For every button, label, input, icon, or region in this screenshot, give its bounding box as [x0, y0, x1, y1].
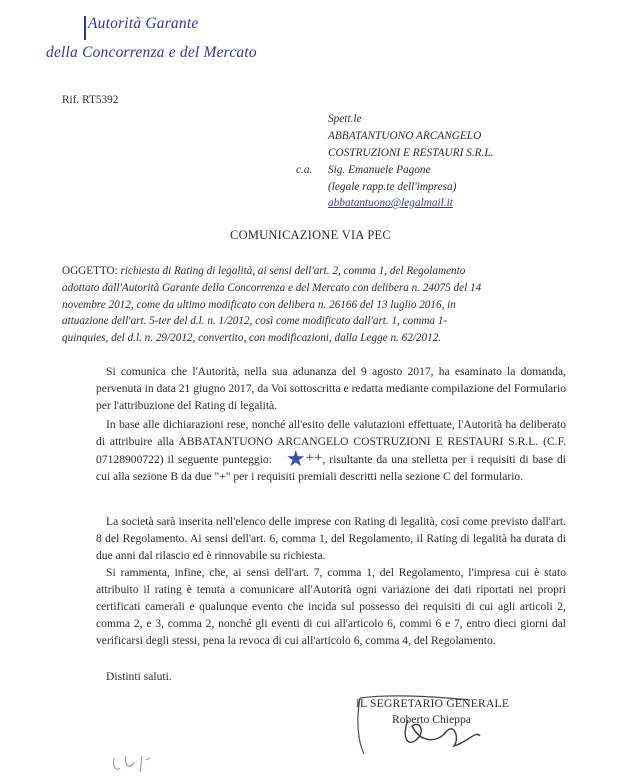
- letterhead-rule: [84, 16, 86, 40]
- subject-line-5: quinquies, del d.l. n. 29/2012, convertito, con modificazioni, dalla Legge n. 62/2012.: [62, 332, 442, 345]
- paragraph-3: La società sarà inserita nell'elenco delle imprese con Rating di legalità, così come previsto dall'art. 8 del Regolamento. Ai sensi dell'art. 6, comma 1, del Regolamento, il Rating di legalità ha durata di due anni dal rilascio ed è rinnovabile su richiesta.: [96, 515, 566, 562]
- subject-line-2: adottato dall'Autorità Garante della Concorrenza e del Mercato con delibera n. 24075 del 14: [62, 281, 482, 294]
- subject-label: OGGETTO:: [62, 265, 118, 277]
- paragraph-2: [96, 416, 566, 485]
- paragraph-1: Si comunica che l'Autorità, nella sua adunanza del 9 agosto 2017, ha esaminato la domanda, pervenuta in data 21 giugno 2017, da Voi sottoscritta e redatta mediante compilazione del Formulario per l'attribuzione del Rating di legalità.: [96, 365, 566, 412]
- signature-name: Roberto Chieppa: [392, 713, 471, 726]
- rating-star-icon: ★: [285, 446, 306, 471]
- letterhead-line-1: Autorità Garante: [88, 15, 199, 32]
- closing-salutation: Distinti saluti.: [106, 670, 172, 683]
- recipient-contact-name: Sig. Emanuele Pagone: [328, 164, 431, 176]
- subject-block: [62, 263, 568, 347]
- recipient-company-1: ABBATANTUONO ARCANGELO: [328, 130, 482, 142]
- paragraph-2-part-1: In base alle dichiarazioni rese, nonché all'esito delle valutazioni effettuate, l'Autorità ha deliberato di attribuire alla ABBATANTUONO ARCANGELO COSTRUZIONI E RESTAURI S.R.L. (C.F. 07128900722) il seguente punteggio:: [96, 418, 566, 466]
- rating-plus-signs: ++: [305, 450, 323, 466]
- document-heading: COMUNICAZIONE VIA PEC: [230, 228, 391, 242]
- ca-label: c.a.: [296, 164, 313, 176]
- subject-line-1: richiesta di Rating di legalità, ai sensi dell'art. 2, comma 1, del Regolamento: [120, 265, 466, 277]
- recipient-contact-role: (legale rapp.te dell'impresa): [328, 181, 457, 193]
- signature-title: IL SEGRETARIO GENERALE: [356, 697, 510, 710]
- recipient-email-link[interactable]: abbatantuono@legalmail.it: [328, 197, 453, 209]
- subject-line-3: novembre 2012, come da ultimo modificato con delibera n. 26166 del 13 luglio 2016, in: [62, 298, 456, 311]
- recipient-company-2: COSTRUZIONI E RESTAURI S.R.L.: [328, 147, 494, 159]
- subject-line-4: attuazione dell'art. 5-ter del d.l. n. 1/2012, così come modificato dall'art. 1, comma 1-: [62, 315, 448, 328]
- paragraph-4: Si rammenta, infine, che, ai sensi dell'art. 7, comma 1, del Regolamento, l'impresa cui è stato attribuito il rating è tenuta a comunicare all'Autorità ogni variazione dei dati riportati nei propri certificati camerali e qualunque evento che incida sul possesso dei requisiti di cui agli articoli 2, comma 2, e 3, comma 2, nonché gli eventi di cui all'articolo 6, commi 6 e 7, entro dieci giorni dal verificarsi degli stessi, pena la revoca di cui all'articolo 6, comma 4, del Regolamento.: [96, 566, 566, 647]
- recipient-salutation: Spett.le: [328, 113, 362, 125]
- letterhead-line-2: della Concorrenza e del Mercato: [46, 44, 257, 61]
- reference-number: Rif. RT5392: [62, 94, 119, 106]
- handwritten-signature: [350, 690, 510, 762]
- paragraph-2-part-2: , risultante da una stelletta per i requisiti di base di cui alla sezione B da due "+" per i requisiti premiali descritti nella sezione C del formulario.: [96, 453, 566, 483]
- handwritten-note: [110, 752, 160, 776]
